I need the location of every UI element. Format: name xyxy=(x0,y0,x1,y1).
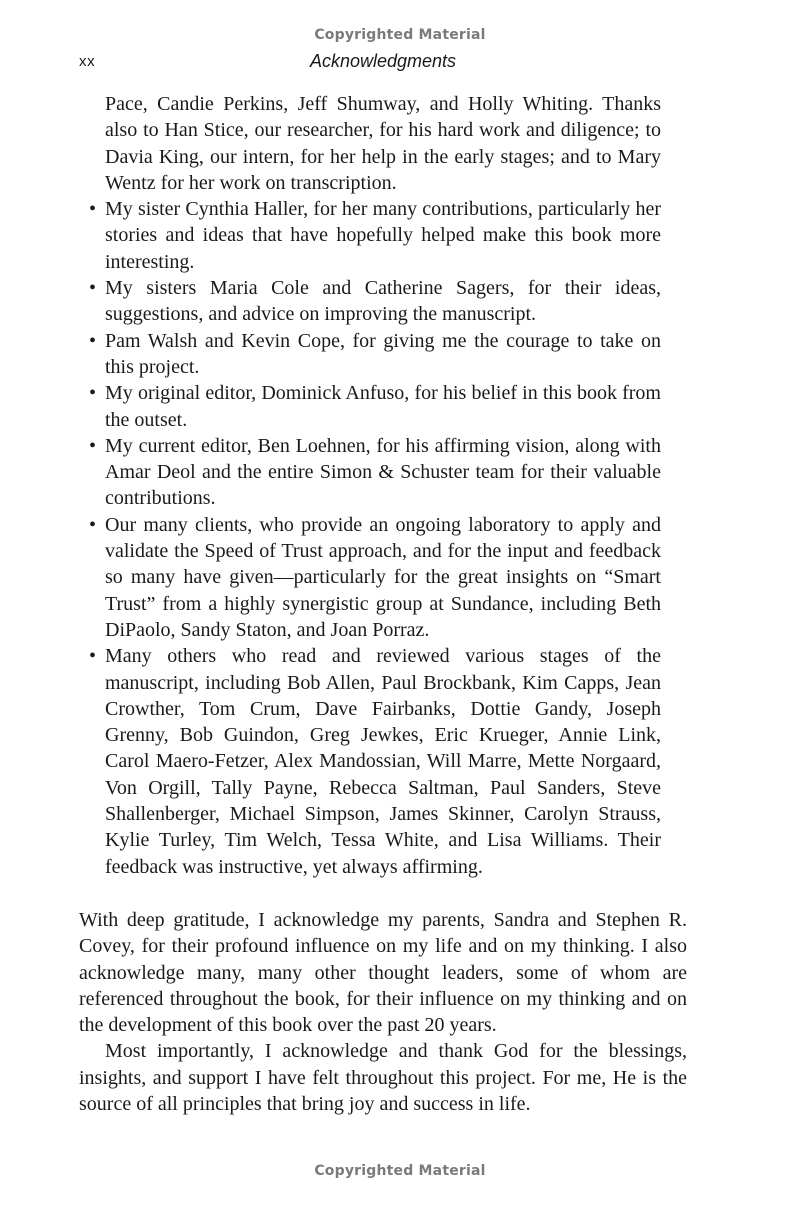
list-item: • My sister Cynthia Haller, for her many contributions, particularly her stories and ideas that have hopefully helped make this book more interesting. xyxy=(105,196,661,275)
list-item: • My original editor, Dominick Anfuso, for his belief in this book from the outset. xyxy=(105,380,661,433)
list-item: • My sisters Maria Cole and Catherine Sagers, for their ideas, suggestions, and advice on improving the manuscript. xyxy=(105,275,661,328)
list-item: • Pam Walsh and Kevin Cope, for giving me the courage to take on this project. xyxy=(105,328,661,381)
copyright-watermark-bottom: Copyrighted Material xyxy=(314,1163,486,1179)
list-item-continuation: Pace, Candie Perkins, Jeff Shumway, and Holly Whiting. Thanks also to Han Stice, our researcher, for his hard work and diligence; to Davia King, our intern, for her help in the early stages; and to Mary Wentz for her work on transcription. xyxy=(105,93,661,194)
paragraph-gratitude: With deep gratitude, I acknowledge my parents, Sandra and Stephen R. Covey, for their profound influence on my life and on my thinking. I also acknowledge many, many other thought leaders, some of whom are referenced throughout the book, for their influence on my thinking and on the development of this book over the past 20 years. xyxy=(79,908,687,1037)
list-item: • Many others who read and reviewed various stages of the manuscript, including Bob Allen, Paul Brockbank, Kim Capps, Jean Crowther, Tom Crum, Dave Fairbanks, Dottie Gandy, Joseph Grenny, Bob Guindon, Greg Jewkes, Eric Krueger, Annie Link, Carol Maero-Fetzer, Alex Mandossian, Will Marre, Mette Norgaard, Von Orgill, Tally Payne, Rebecca Saltman, Paul Sanders, Steve Shallenberger, Michael Simpson, James Skinner, Carolyn Strauss, Kylie Turley, Tim Welch, Tessa White, and Lisa Williams. Their feedback was instructive, yet always affirming. xyxy=(105,643,661,880)
page-number: xx xyxy=(79,53,96,70)
acknowledgment-list xyxy=(105,91,661,880)
paragraph-closing: Most importantly, I acknowledge and thank God for the blessings, insights, and support I have felt throughout this project. For me, He is the source of all principles that bring joy and success in life. xyxy=(79,1040,687,1115)
running-head: Acknowledgments xyxy=(309,51,457,71)
list-item: • Our many clients, who provide an ongoing laboratory to apply and validate the Speed of Trust approach, and for the input and feedback so many have given—particularly for the great insights on “Smart Trust” from a highly synergistic group at Sundance, including Beth DiPaolo, Sandy Staton, and Joan Porraz. xyxy=(105,512,661,643)
page-body xyxy=(0,91,800,1117)
list-item: • My current editor, Ben Loehnen, for his affirming vision, along with Amar Deol and the entire Simon & Schuster team for their valuable contributions. xyxy=(105,433,661,512)
copyright-watermark-top: Copyrighted Material xyxy=(314,27,486,43)
